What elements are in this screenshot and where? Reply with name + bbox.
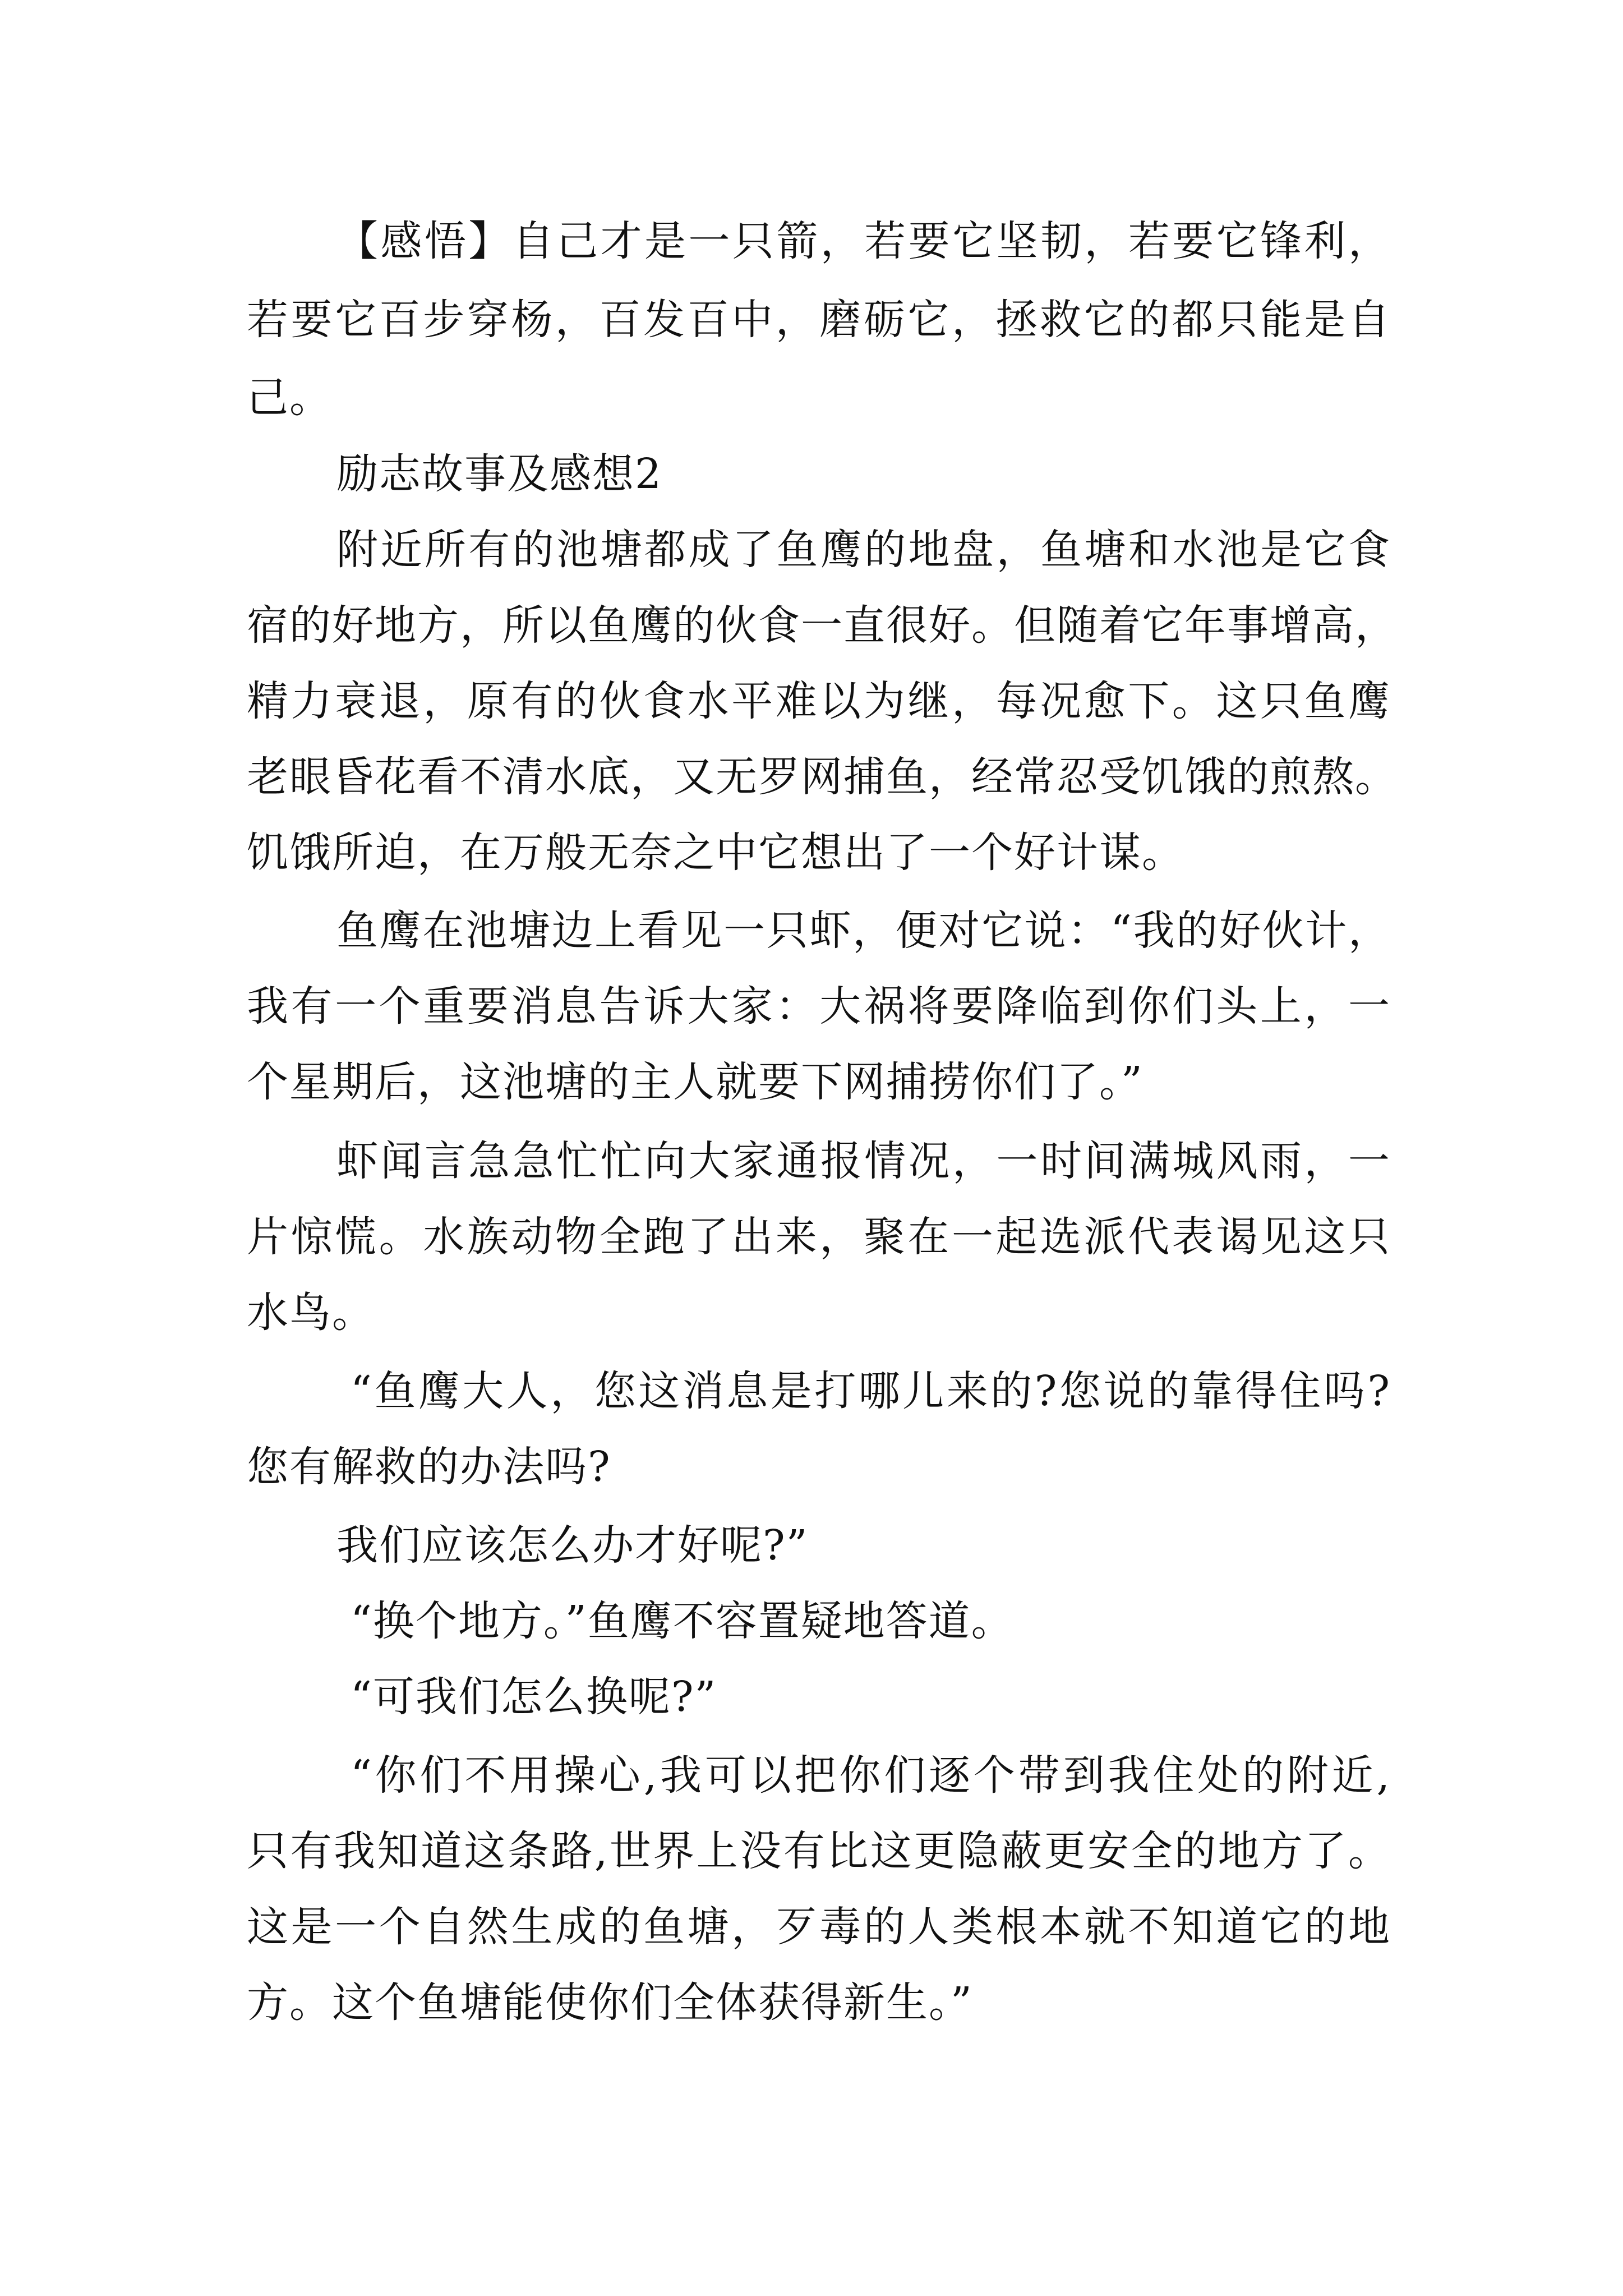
paragraph-line: 己。: [247, 374, 332, 422]
paragraph-line: 精力衰退，原有的伙食水平难以为继，每况愈下。这只鱼鹰: [247, 677, 1391, 725]
paragraph-line: 宿的好地方，所以鱼鹰的伙食一直很好。但随着它年事增高，: [247, 601, 1398, 650]
paragraph-line: 方。这个鱼塘能使你们全体获得新生。”: [247, 1978, 973, 2027]
paragraph-line: “换个地方。”鱼鹰不容置疑地答道。: [351, 1597, 1014, 1645]
paragraph-line: 【感悟】自己才是一只箭，若要它坚韧，若要它锋利，: [336, 217, 1391, 265]
paragraph-line: “你们不用操心,我可以把你们逐个带到我住处的附近,: [351, 1751, 1391, 1800]
paragraph-line: 水鸟。: [247, 1289, 375, 1337]
paragraph-line: 我们应该怎么办才好呢?”: [336, 1521, 809, 1570]
paragraph-line: 个星期后，这池塘的主人就要下网捕捞你们了。”: [247, 1058, 1144, 1106]
paragraph-line: 老眼昏花看不清水底，又无罗网捕鱼，经常忍受饥饿的煎熬。: [247, 753, 1398, 801]
paragraph-line: 这是一个自然生成的鱼塘，歹毒的人类根本就不知道它的地: [247, 1903, 1391, 1951]
paragraph-line: 饥饿所迫，在万般无奈之中它想出了一个好计谋。: [247, 829, 1184, 877]
paragraph-line: 虾闻言急急忙忙向大家通报情况，一时间满城风雨，一: [336, 1137, 1391, 1185]
section-title: 励志故事及感想2: [336, 450, 663, 498]
paragraph-line: 您有解救的办法吗?: [247, 1443, 611, 1491]
paragraph-line: “鱼鹰大人，您这消息是打哪儿来的?您说的靠得住吗?: [351, 1367, 1391, 1415]
paragraph-line: 若要它百步穿杨，百发百中，磨砺它，拯救它的都只能是自: [247, 296, 1391, 344]
paragraph-line: 我有一个重要消息告诉大家：大祸将要降临到你们头上，一: [247, 982, 1391, 1030]
paragraph-line: 只有我知道这条路,世界上没有比这更隐蔽更安全的地方了。: [247, 1827, 1391, 1875]
paragraph-line: “可我们怎么换呢?”: [351, 1673, 717, 1721]
paragraph-line: 附近所有的池塘都成了鱼鹰的地盘，鱼塘和水池是它食: [336, 526, 1391, 574]
paragraph-line: 片惊慌。水族动物全跑了出来，聚在一起选派代表谒见这只: [247, 1213, 1391, 1261]
paragraph-line: 鱼鹰在池塘边上看见一只虾，便对它说：“我的好伙计，: [336, 907, 1391, 955]
